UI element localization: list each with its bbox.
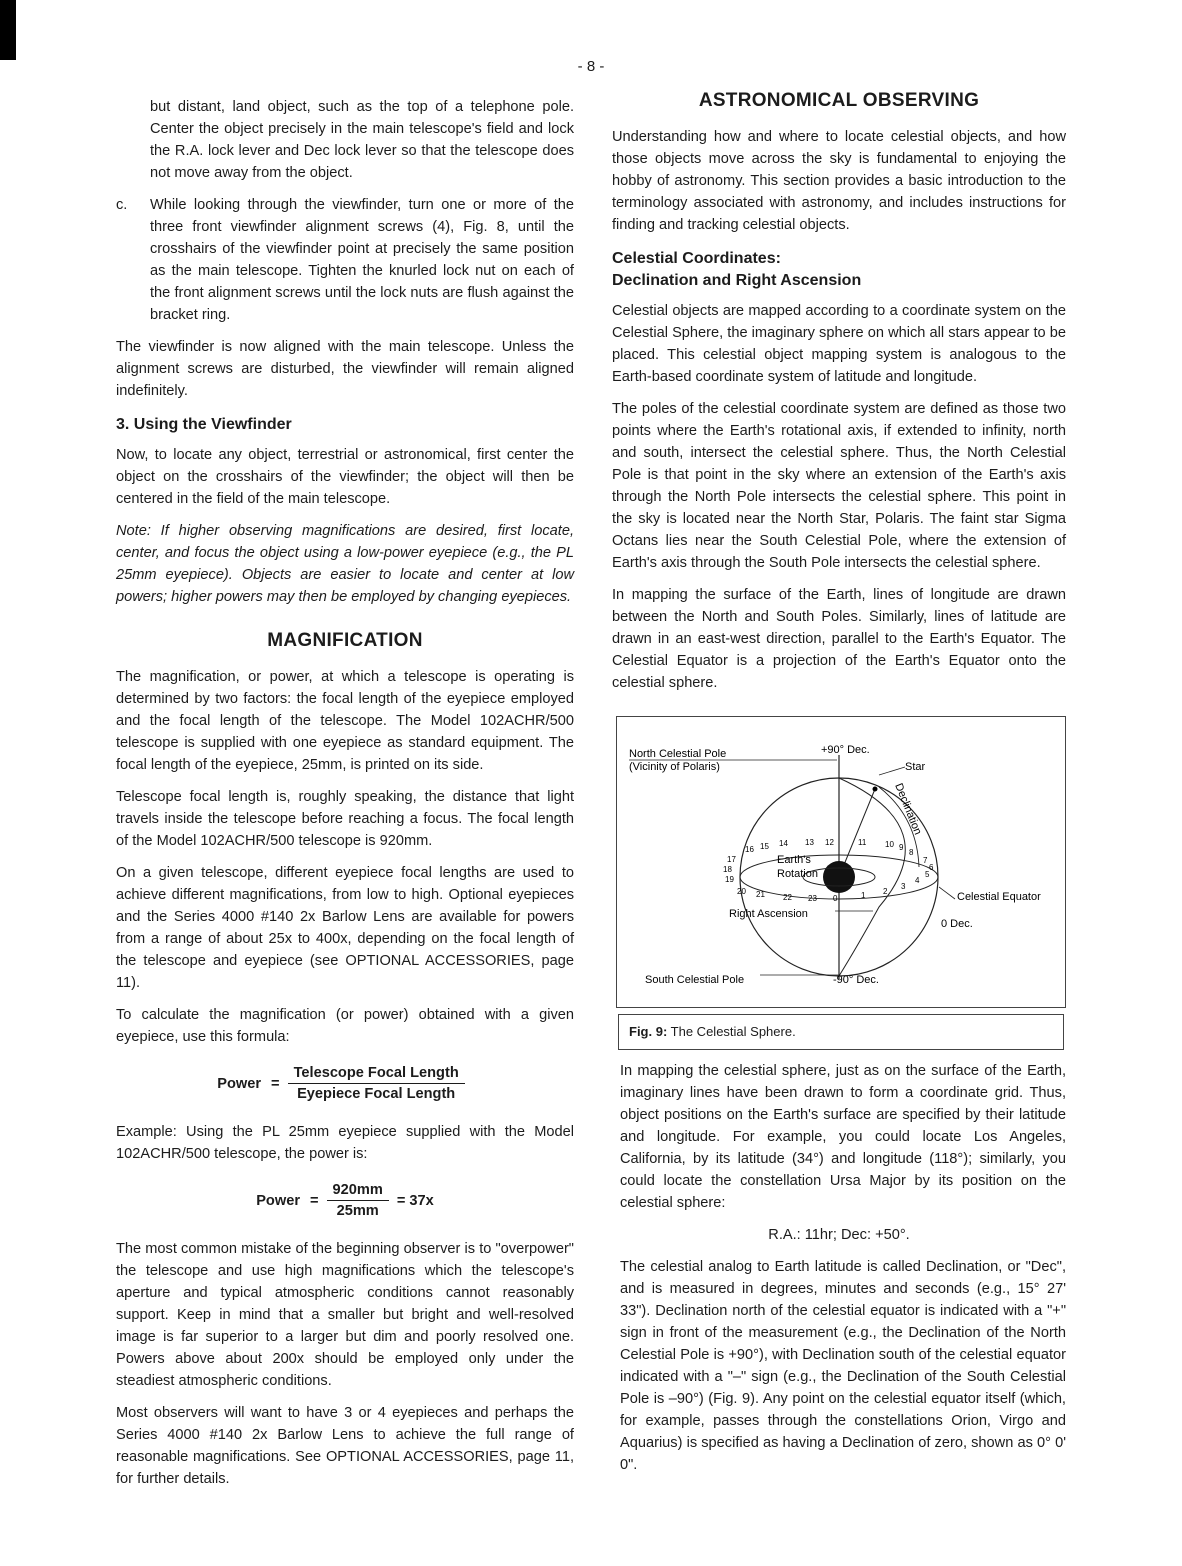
viewfinder-paragraph: Now, to locate any object, terrestrial or astronomical, first center the object on the crosshairs of the viewfinder; the object will then be centered in the field of the main telescope. — [116, 447, 574, 507]
hour-label: 22 — [783, 893, 792, 902]
declination-label: Declination — [892, 781, 924, 837]
example-equals: = — [310, 1192, 319, 1209]
formula-numerator: Telescope Focal Length — [288, 1064, 465, 1084]
hour-label: 21 — [756, 890, 765, 899]
hour-label: 20 — [737, 887, 746, 896]
example-paragraph: Example: Using the PL 25mm eyepiece supplied with the Model 102ACHR/500 telescope, the power is: — [116, 1124, 574, 1162]
earths-label: Earth's — [777, 854, 811, 866]
hour-label: 12 — [825, 838, 834, 847]
coordinates-paragraph-2: The poles of the celestial coordinate system are defined as those two points where the Earth's rotational axis, if extended to infinity, north and south, intersect the celestial sphere. Thus, the North Celestial Pole is that point in the sky where an extension of the Earth's axis through the North Pole intersects the celestial sphere. This point in the sky is located near the North Star, Polaris. The faint star Sigma Octans lies near the South Celestial Pole, where the extension of Earth's axis through the South Pole intersects the celestial sphere. — [612, 401, 1066, 571]
scp-label: South Celestial Pole — [645, 974, 745, 986]
ursa-major-coordinates: R.A.: 11hr; Dec: +50°. — [768, 1227, 910, 1243]
caption-label: Fig. 9: — [629, 1024, 668, 1039]
aligned-paragraph: The viewfinder is now aligned with the main telescope. Unless the alignment screws are disturbed, the viewfinder will remain aligned indefinitely. — [116, 339, 574, 399]
step-c-marker: c. — [116, 197, 128, 213]
magnification-heading: MAGNIFICATION — [267, 630, 423, 651]
note-paragraph: Note: If higher observing magnifications are desired, first locate, center, and focus the object using a low-power eyepiece (e.g., the PL 25mm eyepiece). Objects are easier to locate and center at low powers; higher powers may then be employed by changing eyepieces. — [116, 523, 574, 605]
formula-equals: = — [271, 1075, 280, 1092]
star-label: Star — [905, 761, 926, 773]
grid-paragraph: In mapping the celestial sphere, just as on the surface of the Earth, imaginary lines have been drawn to form a coordinate grid. Thus, object positions on the Earth's surface are specified by their latitude and longitude. For example, you could locate Los Angeles, California, by its latitude (34°) and longitude (118°); similarly, you could locate the constellation Ursa Major by its position on the celestial sphere: — [620, 1063, 1066, 1211]
example-label: Power — [256, 1192, 300, 1209]
minus90-label: -90° Dec. — [833, 974, 879, 986]
power-example-formula — [116, 1181, 574, 1220]
hour-label: 3 — [901, 882, 906, 891]
celestial-sphere-diagram — [617, 717, 1065, 1007]
hour-label: 6 — [929, 863, 934, 872]
coordinates-heading — [612, 248, 1066, 292]
example-numerator: 920mm — [327, 1181, 389, 1201]
hour-label: 11 — [858, 838, 867, 847]
figure-caption — [618, 1014, 1064, 1050]
left-column — [116, 96, 574, 1500]
hour-label: 0 — [833, 894, 838, 903]
magnification-paragraph-2: Telescope focal length is, roughly speaking, the distance that light travels inside the telescope before reaching a focus. The focal length of the Model 102ACHR/500 telescope is 920mm. — [116, 789, 574, 849]
ncp-label: North Celestial Pole — [629, 748, 727, 760]
eyepieces-paragraph: Most observers will want to have 3 or 4 eyepieces and perhaps the Series 4000 #140 2x Barlow Lens to achieve the full range of reasonable magnifications. See OPTIONAL ACCESSORIES, page 11, for further details. — [116, 1405, 574, 1487]
zero-dec-label: 0 Dec. — [941, 918, 973, 930]
coordinates-paragraph-3: In mapping the surface of the Earth, lines of longitude are drawn between the North and South Poles. Similarly, lines of latitude are drawn in an east-west direction, parallel to the Earth's Equator. The Celestial Equator is a projection of the Earth's Equator onto the celestial sphere. — [612, 587, 1066, 691]
ce-leader — [939, 887, 955, 899]
earth-icon — [823, 861, 855, 893]
page-number: - 8 - — [577, 58, 605, 75]
overpower-paragraph: The most common mistake of the beginning observer is to "overpower" the telescope and use high magnifications which the telescope's aperture and typical atmospheric conditions cannot reasonably support. Keep in mind that a smaller but bright and well-resolved image is far superior to a larger but dim and poorly resolved one. Powers above about 200x should be employed only under the steadiest atmospheric conditions. — [116, 1241, 574, 1389]
hour-label: 13 — [805, 838, 814, 847]
coordinates-heading-line1: Celestial Coordinates: — [612, 250, 781, 267]
formula-label: Power — [217, 1075, 262, 1092]
right-ascension-label: Right Ascension — [729, 908, 808, 920]
power-formula — [116, 1064, 574, 1103]
hour-label: 10 — [885, 840, 894, 849]
example-denominator: 25mm — [336, 1203, 379, 1219]
hour-label: 2 — [883, 887, 888, 896]
astronomical-observing-heading: ASTRONOMICAL OBSERVING — [698, 90, 980, 111]
coordinates-paragraph-1: Celestial objects are mapped according to a coordinate system on the Celestial Sphere, the imaginary sphere on which all stars appear to be placed. This celestial object mapping system is analogous to the Earth-based coordinate system of latitude and longitude. — [612, 303, 1066, 385]
ncp-sub-label: (Vicinity of Polaris) — [629, 761, 720, 773]
hour-label: 17 — [727, 855, 736, 864]
hour-label: 14 — [779, 839, 788, 848]
example-result: = 37x — [396, 1192, 434, 1209]
celestial-equator-label: Celestial Equator — [957, 891, 1041, 903]
hour-label: 8 — [909, 848, 914, 857]
hour-label: 7 — [923, 856, 928, 865]
example-fraction — [327, 1181, 389, 1220]
plus90-label: +90° Dec. — [821, 744, 870, 756]
magnification-paragraph-1: The magnification, or power, at which a telescope is operating is determined by two factors: the focal length of the eyepiece employed and the focal length of the telescope. The Model 102ACHR/500 telescope is supplied with one eyepiece as standard equipment. The focal length of the eyepiece, 25mm, is printed on its side. — [116, 669, 574, 773]
hour-label: 23 — [808, 894, 817, 903]
formula-denominator: Eyepiece Focal Length — [297, 1086, 456, 1102]
star-icon — [873, 787, 878, 792]
rotation-label: Rotation — [777, 868, 818, 880]
coordinates-heading-line2: Declination and Right Ascension — [612, 272, 862, 289]
viewfinder-heading: 3. Using the Viewfinder — [116, 416, 292, 433]
formula-fraction — [288, 1064, 465, 1103]
caption-text: The Celestial Sphere. — [670, 1024, 796, 1039]
intro-paragraph: Understanding how and where to locate celestial objects, and how those objects move across the sky is fundamental to enjoying the hobby of astronomy. This section provides a basic introduction to the terminology associated with astronomy, and includes instructions for finding and tracking celestial objects. — [612, 129, 1066, 233]
scan-edge-mark — [0, 0, 16, 60]
celestial-sphere-figure — [616, 716, 1066, 1008]
declination-paragraph: The celestial analog to Earth latitude is called Declination, or "Dec", and is measured in degrees, minutes and seconds (e.g., 15° 27' 33"). Declination north of the celestial equator is indicated with a "+" sign in front of the measurement (e.g., the Declination of the North Celestial Pole is +90°), with Declination south of the celestial equator indicated with a "–" sign (e.g., the Declination of the South Celestial Pole is –90°) (Fig. 9). Any point on the celestial equator itself (which, for example, passes through the constellations Orion, Virgo and Aquarius) is specified as having a Declination of zero, shown as 0° 0' 0". — [620, 1259, 1066, 1473]
step-b-continuation: but distant, land object, such as the top of a telephone pole. Center the object precisely in the main telescope's field and lock the R.A. lock lever and Dec lock lever so that the telescope does not move away from the object. — [150, 99, 574, 181]
hour-label: 9 — [899, 843, 904, 852]
right-column — [612, 90, 1066, 1486]
star-leader — [879, 767, 905, 775]
hour-label: 16 — [745, 845, 754, 854]
hour-label: 4 — [915, 876, 920, 885]
step-c-text: While looking through the viewfinder, turn one or more of the three front viewfinder alignment screws (4), Fig. 8, until the crosshairs of the viewfinder point at precisely the same position as the main telescope. Tighten the knurled lock nut on each of the front alignment screws until the lock nuts are flush against the bracket ring. — [150, 197, 574, 323]
magnification-paragraph-4: To calculate the magnification (or power) obtained with a given eyepiece, use this formula: — [116, 1007, 574, 1045]
hour-label: 18 — [723, 865, 732, 874]
hour-label: 1 — [861, 891, 866, 900]
magnification-paragraph-3: On a given telescope, different eyepiece focal lengths are used to achieve different magnifications, from low to high. Optional eyepieces and the Series 4000 #140 2x Barlow Lens are available for powers from a range of about 25x to 400x, depending on the focal length of the telescope and eyepiece (see OPTIONAL ACCESSORIES, page 11). — [116, 865, 574, 991]
hour-label: 5 — [925, 870, 930, 879]
hour-label: 19 — [725, 875, 734, 884]
step-c — [116, 194, 574, 326]
hour-label: 15 — [760, 842, 769, 851]
